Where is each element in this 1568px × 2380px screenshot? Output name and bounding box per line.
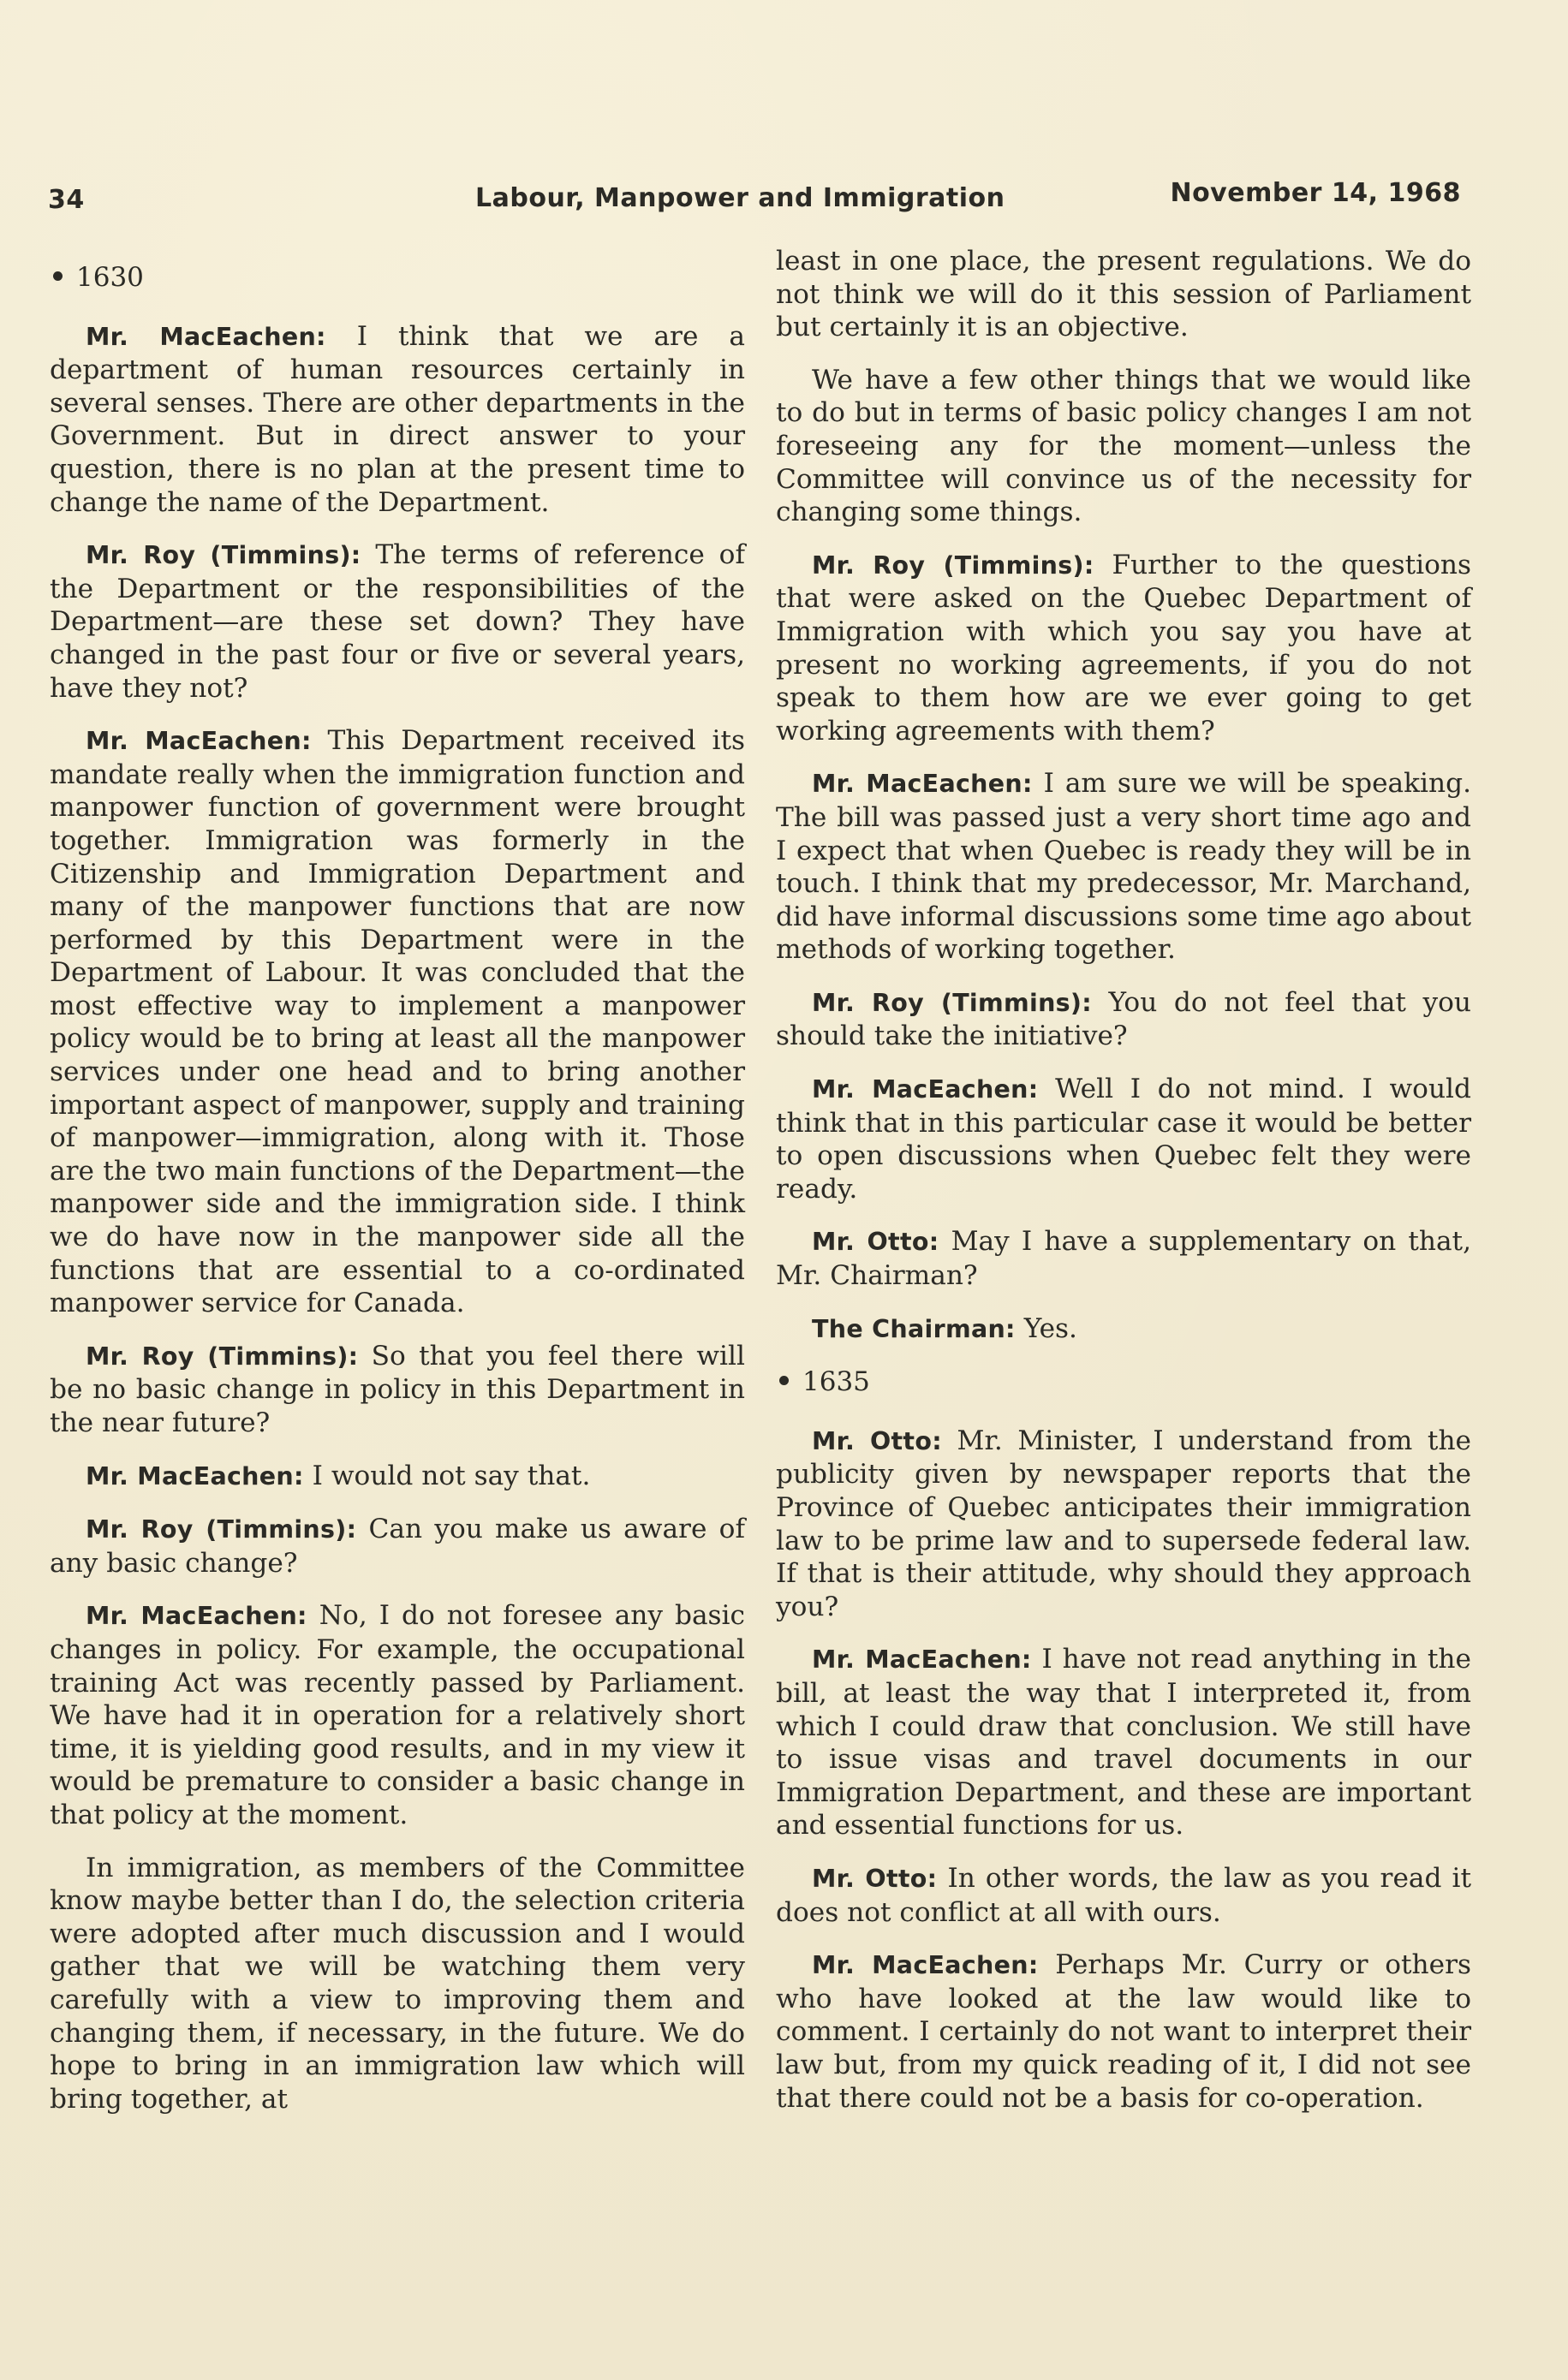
- speech-paragraph: [776, 767, 1471, 967]
- speaker-name: Mr. Otto:: [812, 1864, 938, 1893]
- time-marker-label: 1635: [802, 1366, 870, 1398]
- speech-text: Can you make us aware of any basic change?: [50, 1514, 745, 1579]
- speaker-name: Mr. Roy (Timmins):: [86, 1515, 357, 1544]
- speaker-name: Mr. Otto:: [812, 1228, 939, 1257]
- speaker-name: The Chairman:: [812, 1314, 1016, 1343]
- speech-text: The terms of reference of the Department or the responsibilities of the Department—are these set down? They have changed in the past four or five or several years, have they not?: [50, 539, 745, 704]
- speech-paragraph: [776, 1949, 1471, 2115]
- continuation-paragraph: least in one place, the present regulations. We do not think we will do it this session of Parliament but certainly it is an objective.: [776, 246, 1471, 343]
- publication-date: November 14, 1968: [1170, 178, 1461, 208]
- speaker-name: Mr. Roy (Timmins):: [812, 988, 1092, 1017]
- speech-text: I have not read anything in the bill, at least the way that I interpreted it, from which I could draw that conclusion. We still have to issue visas and travel documents in our Immigration Department, and these are important and essential functions for us.: [776, 1644, 1471, 1842]
- speech-paragraph: [776, 1312, 1471, 1347]
- speech-paragraph: [50, 1599, 745, 1831]
- speech-paragraph: [776, 549, 1471, 748]
- speaker-name: Mr. MacEachen:: [812, 1645, 1032, 1675]
- speaker-name: Mr. Roy (Timmins):: [812, 550, 1094, 580]
- speaker-name: Mr. MacEachen:: [86, 1461, 304, 1490]
- speaker-name: Mr. MacEachen:: [86, 322, 326, 351]
- bullet-icon: [779, 1376, 789, 1385]
- speech-text: I would not say that.: [312, 1460, 591, 1491]
- speech-text: Perhaps Mr. Curry or others who have looked at the law would like to comment. I certainly do not want to interpret their law but, from my quick reading of it, I did not see that there could not be a basis for co-operation.: [776, 1949, 1471, 2114]
- speech-text: I am sure we will be speaking. The bill was passed just a very short time ago and I expect that when Quebec is ready they will be in touch. I think that my predecessor, Mr. Marchand, did have informal discussions some time ago about methods of working together.: [776, 768, 1471, 966]
- speaker-name: Mr. MacEachen:: [812, 1951, 1039, 1980]
- speech-paragraph: [776, 986, 1471, 1053]
- speech-paragraph: [50, 538, 745, 705]
- speech-paragraph: [776, 1643, 1471, 1842]
- speaker-name: Mr. MacEachen:: [86, 727, 312, 756]
- speech-text: Mr. Minister, I understand from the publicity given by newspaper reports that the Province of Quebec anticipates their immigration law to be prime law and to supersede federal law. If that is their attitude, why should they approach you?: [776, 1425, 1471, 1622]
- speech-text: You do not feel that you should take the initiative?: [776, 986, 1471, 1052]
- speech-text: Further to the questions that were asked on the Quebec Department of Immigration with which you say you have at present no working agreements, if you do not speak to them how are we ever going to get working agreements with them?: [776, 549, 1471, 747]
- speech-text: In other words, the law as you read it does not conflict at all with ours.: [776, 1862, 1472, 1928]
- running-header: [48, 178, 1461, 221]
- speech-text: Well I do not mind. I would think that in this particular case it would be better to open discussions when Quebec felt they were ready.: [776, 1074, 1471, 1205]
- continuation-paragraph: In immigration, as members of the Committee know maybe better than I do, the selection criteria were adopted after much discussion and I would gather that we will be watching them very carefully with a view to improving them and changing them, if necessary, in the future. We do hope to bring in an immigration law which will bring together, at: [50, 1852, 745, 2115]
- speech-paragraph: [50, 1513, 745, 1580]
- speech-text: I think that we are a department of human resources certainly in several senses. There are other departments in the Government. But in direct answer to your question, there is no plan at the present time to change the name of the Department.: [50, 320, 745, 518]
- time-marker-label: 1630: [76, 262, 144, 293]
- speech-text: No, I do not foresee any basic changes in policy. For example, the occupational training Act was recently passed by Parliament. We have had it in operation for a relatively short time, it is yielding good results, and in my view it would be premature to consider a basic change in that policy at the moment.: [50, 1600, 745, 1830]
- left-column: [50, 261, 745, 2135]
- speech-text: Yes.: [1023, 1312, 1077, 1344]
- speech-paragraph: [776, 1225, 1471, 1292]
- speaker-name: Mr. MacEachen:: [812, 770, 1033, 799]
- continuation-paragraph: We have a few other things that we would like to do but in terms of basic policy changes I am not foreseeing any for the moment—unless the Committee will convince us of the necessity for changing some things.: [776, 364, 1471, 528]
- bullet-icon: [53, 271, 63, 281]
- speech-paragraph: [776, 1862, 1471, 1929]
- speech-text: So that you feel there will be no basic change in policy in this Department in the near future?: [50, 1340, 745, 1438]
- right-column: [776, 245, 1471, 2134]
- page-number: 34: [48, 185, 85, 215]
- speech-text: This Department received its mandate really when the immigration function and manpower function of government were brought together. Immigration was formerly in the Citizenship and Immigration Department and many of the manpower functions that are now performed by this Department were in the Department of Labour. It was concluded that the most effective way to implement a manpower policy would be to bring at least all the manpower services under one head and to bring another important aspect of manpower, supply and training of manpower—immigration, along with it. Those are the two main functions of the Department—the manpower side and the immigration side. I think we do have now in the manpower side all the functions that are essential to a co-ordinated manpower service for Canada.: [50, 725, 745, 1319]
- speaker-name: Mr. Roy (Timmins):: [86, 1342, 359, 1371]
- speech-paragraph: [776, 1425, 1471, 1624]
- publication-title: Labour, Manpower and Immigration: [475, 183, 1005, 213]
- speech-paragraph: [776, 1073, 1471, 1205]
- time-marker: [53, 261, 745, 295]
- speech-paragraph: [50, 1460, 745, 1494]
- speech-paragraph: [50, 1340, 745, 1440]
- speech-text: May I have a supplementary on that, Mr. Chairman?: [776, 1226, 1471, 1292]
- speaker-name: Mr. Otto:: [812, 1426, 942, 1455]
- time-marker: [779, 1366, 1471, 1399]
- speech-paragraph: [50, 320, 745, 520]
- speaker-name: Mr. Roy (Timmins):: [86, 541, 361, 570]
- speech-paragraph: [50, 724, 745, 1320]
- speaker-name: Mr. MacEachen:: [86, 1602, 307, 1631]
- speaker-name: Mr. MacEachen:: [812, 1075, 1039, 1104]
